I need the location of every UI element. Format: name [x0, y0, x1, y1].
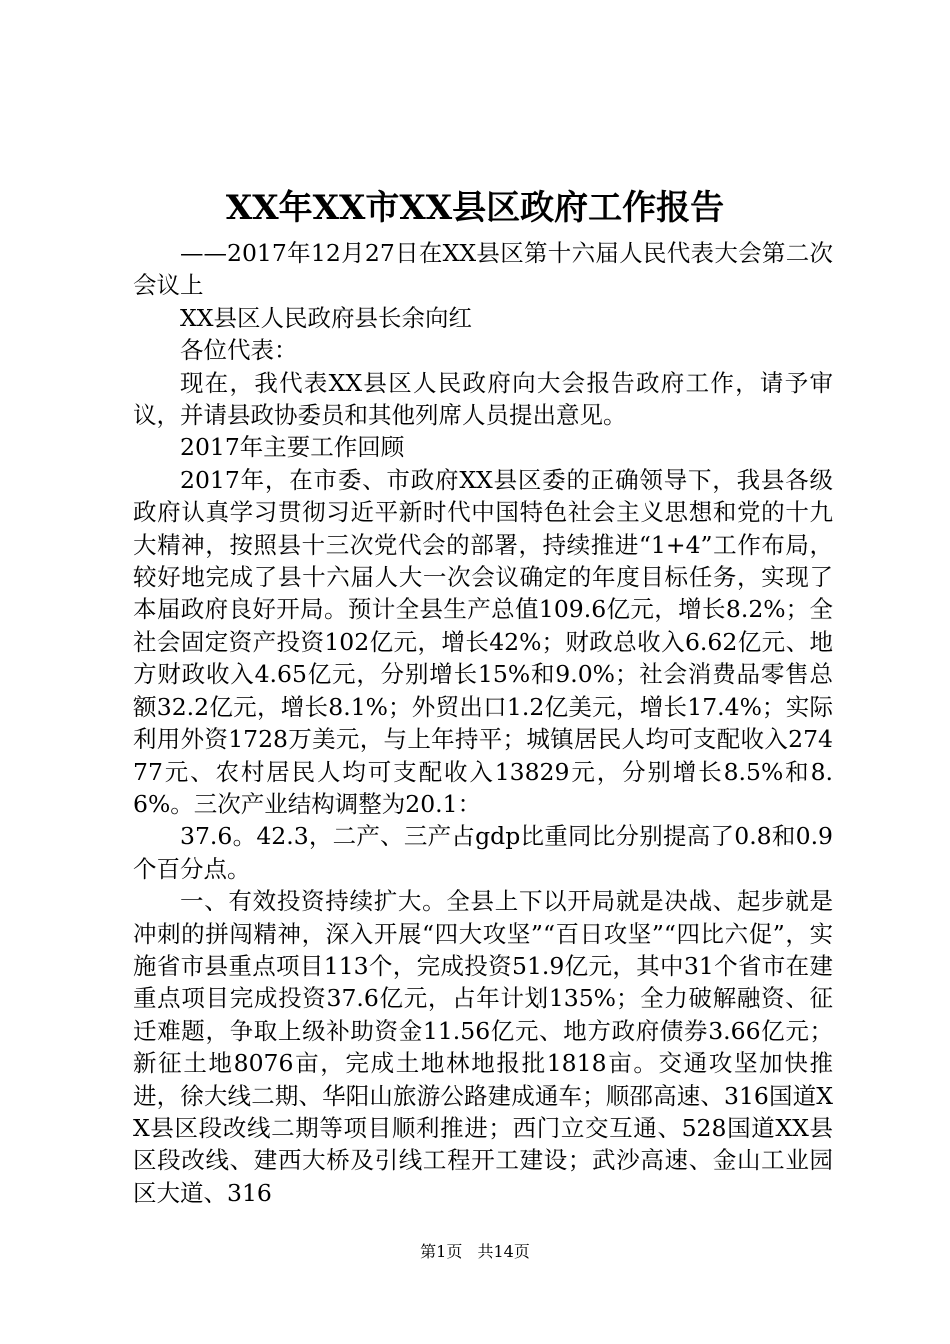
review-paragraph: 2017年，在市委、市政府XX县区委的正确领导下，我县各级政府认真学习贯彻习近平新时代中国特色社会主义思想和党的十九大精神，按照县十三次党代会的部署，持续推进“1+4”工作布局，较好地完成了县十六届人大一次会议确定的年度目标任务，实现了本届政府良好开局。预计全县生产总值109.6亿元，增长8.2%；全社会固定资产投资102亿元，增长42%；财政总收入6.62亿元、地方财政收入4.65亿元，分别增长15%和9.0%；社会消费品零售总额32.2亿元，增长8.1%；外贸出口1.2亿美元，增长17.4%；实际利用外资1728万美元，与上年持平；城镇居民人均可支配收入27477元、农村居民人均可支配收入13829元，分别增长8.5%和8.6%。三次产业结构调整为20.1： [133, 465, 833, 818]
page-footer [0, 1240, 950, 1264]
page-number: 第1页 [420, 1242, 463, 1261]
author-line: XX县区人民政府县长余向红 [180, 303, 472, 332]
section-heading: 2017年主要工作回顾 [180, 433, 405, 462]
investment-paragraph: 一、有效投资持续扩大。全县上下以开局就是决战、起步就是冲刺的拼闯精神，深入开展“四大攻坚”“百日攻坚”“四比六促”，实施省市县重点项目113个，完成投资51.9亿元，其中31个省市在建重点项目完成投资37.6亿元，占年计划135%；全力破解融资、征迁难题，争取上级补助资金11.56亿元、地方政府债券3.66亿元；新征土地8076亩，完成土地林地报批1818亩。交通攻坚加快推进，徐大线二期、华阳山旅游公路建成通车；顺邵高速、316国道XX县区段改线二期等项目顺利推进；西门立交互通、528国道XX县区段改线、建西大桥及引线工程开工建设；武沙高速、金山工业园区大道、316 [133, 887, 833, 1207]
salutation: 各位代表： [180, 336, 298, 365]
subtitle-paragraph: ——2017年12月27日在XX县区第十六届人民代表大会第二次会议上 [133, 239, 833, 300]
document-body [133, 237, 833, 1209]
document-title: XX年XX市XX县区政府工作报告 [225, 188, 725, 228]
structure-paragraph: 37.6。42.3，二产、三产占gdp比重同比分别提高了0.8和0.9个百分点。 [133, 822, 833, 883]
page-total: 共14页 [477, 1242, 530, 1261]
opening-paragraph: 现在，我代表XX县区人民政府向大会报告政府工作，请予审议，并请县政协委员和其他列席人员提出意见。 [133, 368, 833, 430]
